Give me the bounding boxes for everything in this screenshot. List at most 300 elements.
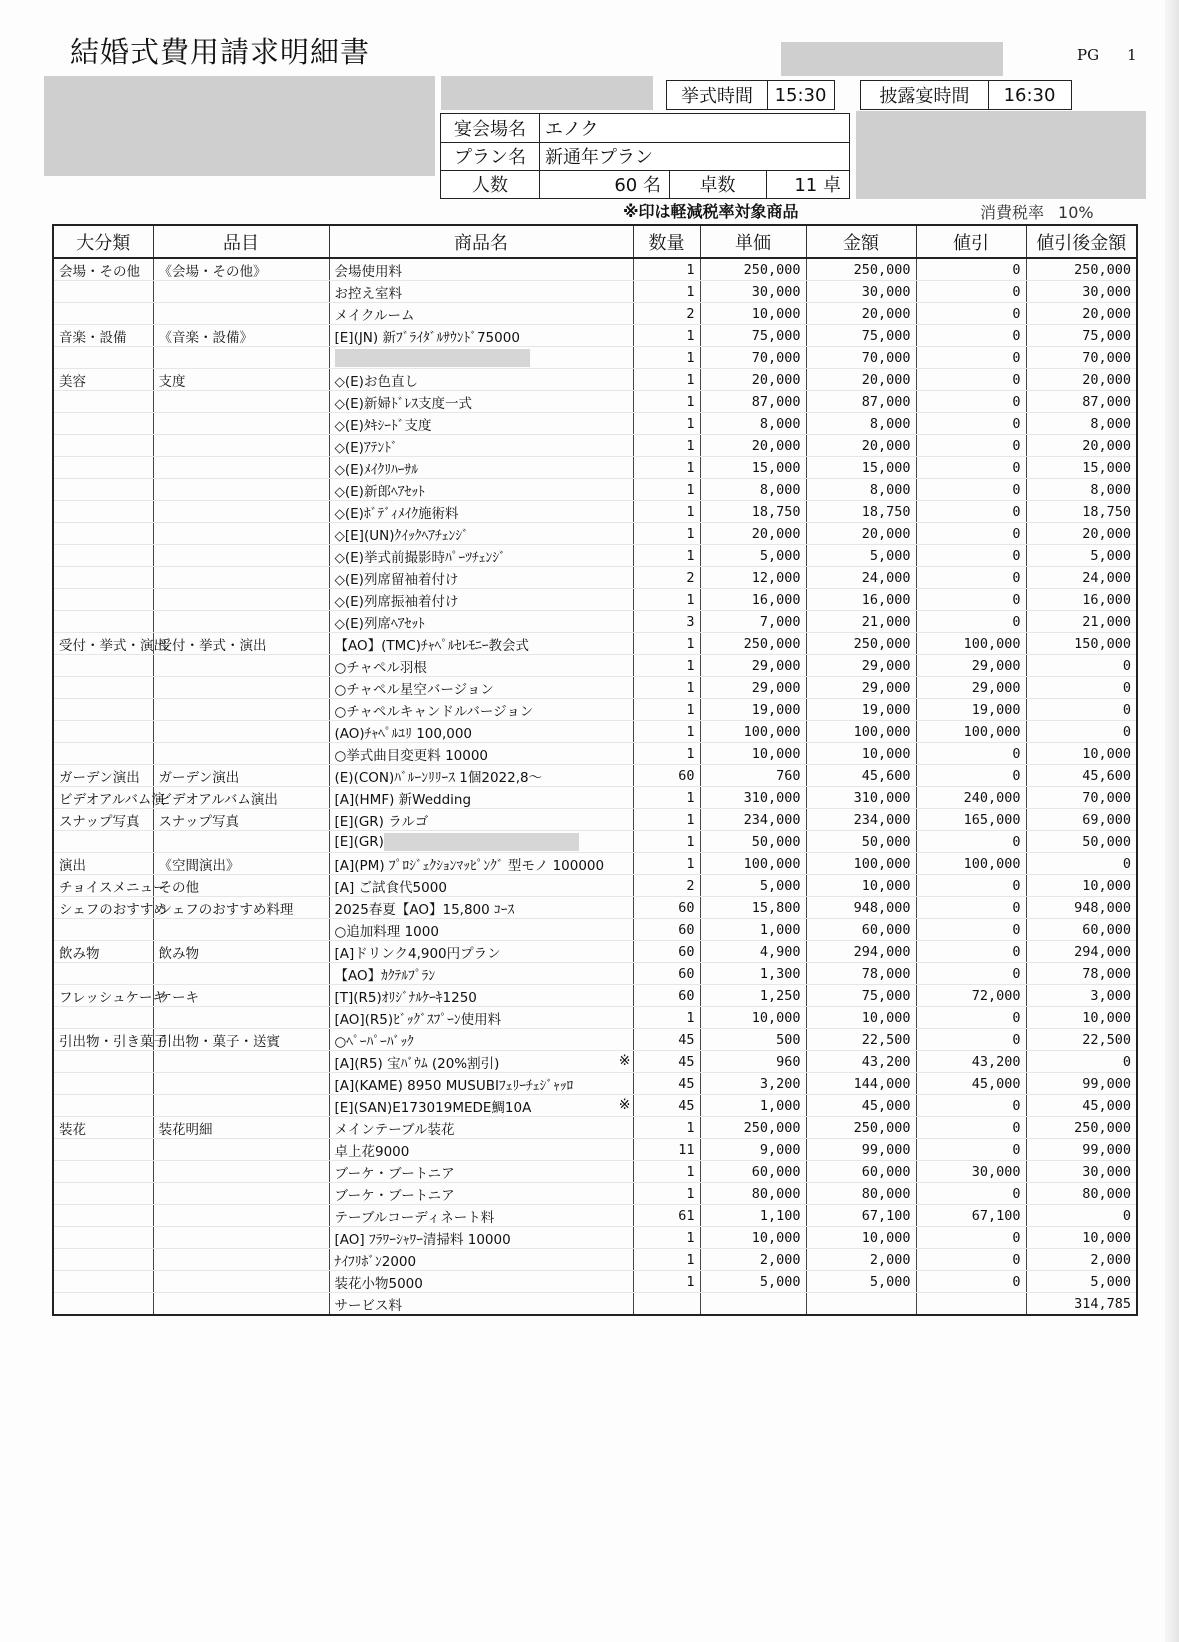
discount-cell (916, 677, 1026, 699)
net-amount-cell (1026, 985, 1137, 1007)
net-amount-cell (1026, 941, 1137, 963)
item-cell (153, 1205, 329, 1227)
category-cell (53, 545, 153, 567)
net-amount-cell-text: 2,000 (1090, 1251, 1131, 1268)
guests-label: 人数 (472, 175, 508, 196)
unit-price-cell (700, 787, 806, 809)
product-cell (329, 567, 633, 589)
tables-value: 11 卓 (794, 175, 841, 196)
net-amount-cell-text: 20,000 (1082, 371, 1131, 388)
amount-cell-text: 70,000 (861, 349, 911, 366)
net-amount-cell-text: 250,000 (1074, 261, 1131, 278)
category-cell (53, 1205, 153, 1227)
net-amount-cell (1026, 611, 1137, 633)
quantity-cell-text: 45 (678, 1075, 695, 1092)
net-amount-cell-text: 22,500 (1082, 1031, 1131, 1048)
product-cell (329, 391, 633, 413)
category-cell (53, 325, 153, 347)
net-amount-cell-text: 20,000 (1082, 525, 1131, 542)
category-cell (53, 721, 153, 743)
amount-cell-text: 8,000 (869, 481, 911, 498)
product-cell (329, 941, 633, 963)
product-cell-text: ﾅｲﾌﾘﾎﾞﾝ2000 (334, 1253, 417, 1270)
discount-cell-text: 0 (1012, 547, 1021, 564)
item-cell (153, 787, 329, 809)
quantity-cell-text: 60 (678, 767, 695, 784)
amount-cell (806, 611, 916, 633)
discount-cell-text: 0 (1012, 877, 1021, 894)
table-row (53, 589, 1137, 611)
unit-price-cell (700, 258, 806, 281)
amount-cell (806, 391, 916, 413)
product-cell (329, 1161, 633, 1183)
unit-price-cell-text: 250,000 (743, 1119, 801, 1136)
table-row (53, 633, 1137, 655)
item-cell-text: 装花明細 (158, 1121, 213, 1138)
product-cell-text: ◇(E)列席ﾍｱｾｯﾄ (334, 615, 425, 632)
product-cell (329, 919, 633, 941)
discount-cell (916, 545, 1026, 567)
discount-cell-text: 30,000 (971, 1163, 1021, 1180)
amount-cell-text: 10,000 (861, 1229, 911, 1246)
net-amount-cell-text: 948,000 (1074, 899, 1131, 916)
item-cell (153, 281, 329, 303)
amount-cell (806, 985, 916, 1007)
unit-price-cell (700, 1183, 806, 1205)
unit-price-cell-text: 760 (776, 767, 801, 784)
item-cell (153, 655, 329, 677)
product-cell (329, 479, 633, 501)
column-header: 値引 (916, 225, 1026, 258)
net-amount-cell-text: 250,000 (1074, 1119, 1131, 1136)
discount-cell-text: 0 (1012, 525, 1021, 542)
product-cell-text: ◇(E)ﾀｷｼｰﾄﾞ支度 (334, 417, 432, 434)
amount-cell (806, 479, 916, 501)
item-cell-text: ガーデン演出 (158, 769, 240, 786)
amount-cell-text: 294,000 (853, 943, 911, 960)
unit-price-cell-text: 20,000 (751, 525, 801, 542)
category-cell-text: 装花 (59, 1121, 86, 1138)
unit-price-cell (700, 391, 806, 413)
net-amount-cell (1026, 919, 1137, 941)
net-amount-cell-text: 0 (1122, 1207, 1131, 1224)
quantity-cell-text: 1 (686, 1251, 695, 1268)
net-amount-cell (1026, 1051, 1137, 1073)
discount-cell-text: 0 (1012, 327, 1021, 344)
quantity-cell-text: 61 (678, 1207, 695, 1224)
unit-price-cell (700, 765, 806, 787)
discount-cell (916, 258, 1026, 281)
amount-cell-text: 78,000 (861, 965, 911, 982)
unit-price-cell (700, 1161, 806, 1183)
quantity-cell (633, 1161, 700, 1183)
product-cell-text: 会場使用料 (334, 263, 402, 280)
quantity-cell (633, 413, 700, 435)
quantity-cell (633, 391, 700, 413)
category-cell (53, 1249, 153, 1271)
quantity-cell-text: 1 (686, 701, 695, 718)
discount-cell (916, 897, 1026, 919)
item-cell (153, 831, 329, 853)
item-cell (153, 479, 329, 501)
quantity-cell (633, 325, 700, 347)
unit-price-cell-text: 500 (776, 1031, 801, 1048)
quantity-cell-text: 1 (686, 393, 695, 410)
quantity-cell-text: 3 (686, 613, 695, 630)
quantity-cell (633, 1183, 700, 1205)
product-cell (329, 347, 633, 369)
product-cell-text: [E](GR) ラルゴ (334, 813, 429, 830)
discount-cell-text: 0 (1012, 261, 1021, 278)
discount-cell (916, 963, 1026, 985)
unit-price-cell (700, 831, 806, 853)
discount-cell (916, 1271, 1026, 1293)
quantity-cell (633, 1029, 700, 1051)
category-cell (53, 589, 153, 611)
unit-price-cell-text: 100,000 (743, 855, 801, 872)
discount-cell (916, 765, 1026, 787)
discount-cell (916, 1095, 1026, 1117)
amount-cell (806, 545, 916, 567)
product-cell-text: ◇(E)お色直し (334, 373, 418, 390)
amount-cell (806, 963, 916, 985)
unit-price-cell (700, 809, 806, 831)
product-cell-text: ○チャペル星空バージョン (334, 681, 494, 698)
product-cell (329, 677, 633, 699)
discount-cell (916, 1029, 1026, 1051)
net-amount-cell (1026, 1249, 1137, 1271)
product-cell-text: ブーケ・ブートニア (334, 1187, 455, 1204)
product-cell-text: ◇(E)ﾎﾞﾃﾞｨﾒｲｸ施術料 (334, 505, 459, 522)
amount-cell (806, 413, 916, 435)
category-cell (53, 391, 153, 413)
product-cell (329, 1095, 633, 1117)
table-row (53, 1117, 1137, 1139)
net-amount-cell (1026, 765, 1137, 787)
amount-cell (806, 281, 916, 303)
quantity-cell-text: 1 (686, 1163, 695, 1180)
category-cell (53, 743, 153, 765)
discount-cell-text: 0 (1012, 899, 1021, 916)
amount-cell-text: 19,000 (861, 701, 911, 718)
category-cell (53, 985, 167, 1007)
unit-price-cell (700, 501, 806, 523)
net-amount-cell-text: 150,000 (1074, 635, 1131, 652)
quantity-cell (633, 941, 700, 963)
net-amount-cell-text: 30,000 (1082, 1163, 1131, 1180)
net-amount-cell (1026, 545, 1137, 567)
unit-price-cell (700, 457, 806, 479)
discount-cell-text: 0 (1012, 503, 1021, 520)
discount-cell (916, 941, 1026, 963)
amount-cell (806, 1227, 916, 1249)
quantity-cell (633, 545, 700, 567)
quantity-cell-text: 1 (686, 525, 695, 542)
product-cell-text: ◇[E](UN)ｸｲｯｸﾍｱﾁｪﾝｼﾞ (334, 527, 469, 544)
discount-cell (916, 413, 1026, 435)
amount-cell (806, 1293, 916, 1316)
quantity-cell-text: 45 (678, 1097, 695, 1114)
net-amount-cell-text: 75,000 (1082, 327, 1131, 344)
discount-cell-text: 0 (1012, 921, 1021, 938)
reduced-tax-mark: ※ (618, 1097, 631, 1113)
unit-price-cell (700, 1073, 806, 1095)
item-cell-text: 《音楽・設備》 (158, 329, 253, 346)
product-cell (329, 831, 633, 853)
amount-cell-text: 15,000 (861, 459, 911, 476)
table-row (53, 391, 1137, 413)
category-cell (53, 1073, 153, 1095)
unit-price-cell-text: 10,000 (751, 1229, 801, 1246)
amount-cell-text: 5,000 (869, 547, 911, 564)
discount-cell (916, 1227, 1026, 1249)
discount-cell-text: 0 (1012, 1273, 1021, 1290)
product-cell (329, 1227, 633, 1249)
product-cell-text: [A](PM) ﾌﾟﾛｼﾞｪｸｼｮﾝﾏｯﾋﾟﾝｸﾞ 型モノ 100000 (334, 857, 605, 874)
quantity-cell (633, 567, 700, 589)
item-cell (153, 699, 329, 721)
amount-cell-text: 100,000 (853, 723, 911, 740)
discount-cell-text: 29,000 (971, 679, 1021, 696)
product-cell-text: [E](GR) (334, 833, 384, 850)
unit-price-cell (700, 325, 806, 347)
net-amount-cell-text: 5,000 (1090, 1273, 1131, 1290)
discount-cell (916, 655, 1026, 677)
category-cell (53, 413, 153, 435)
discount-cell (916, 1051, 1026, 1073)
quantity-cell-text: 1 (686, 811, 695, 828)
category-cell (53, 853, 153, 875)
item-cell (153, 919, 329, 941)
product-cell-text: [A](R5) 宝ﾊﾞｳﾑ (20%割引) (334, 1055, 500, 1072)
table-row (53, 1007, 1137, 1029)
unit-price-cell-text: 20,000 (751, 437, 801, 454)
discount-cell-text: 100,000 (963, 723, 1021, 740)
unit-price-cell-text: 12,000 (751, 569, 801, 586)
net-amount-cell (1026, 391, 1137, 413)
unit-price-cell (700, 281, 806, 303)
net-amount-cell (1026, 479, 1137, 501)
net-amount-cell-text: 8,000 (1090, 481, 1131, 498)
quantity-cell (633, 1051, 700, 1073)
category-cell (53, 435, 153, 457)
table-row (53, 1073, 1137, 1095)
unit-price-cell-text: 80,000 (751, 1185, 801, 1202)
category-cell (53, 1271, 153, 1293)
category-cell (53, 809, 153, 831)
product-cell-text: [A](HMF) 新Wedding (334, 791, 472, 808)
product-cell-text: [E](SAN)E173019MEDE鯛10A (334, 1099, 532, 1116)
amount-cell (806, 941, 916, 963)
column-header: 値引後金額 (1026, 225, 1137, 258)
item-cell (153, 501, 329, 523)
category-cell (53, 875, 167, 897)
table-row (53, 611, 1137, 633)
quantity-cell (633, 1271, 700, 1293)
product-cell (329, 963, 633, 985)
category-cell (53, 457, 153, 479)
unit-price-cell (700, 589, 806, 611)
amount-cell-text: 99,000 (861, 1141, 911, 1158)
unit-price-cell-text: 10,000 (751, 1009, 801, 1026)
quantity-cell (633, 479, 700, 501)
amount-cell (806, 765, 916, 787)
quantity-cell-text: 60 (678, 899, 695, 916)
amount-cell (806, 325, 916, 347)
net-amount-cell (1026, 1293, 1137, 1316)
discount-cell (916, 479, 1026, 501)
product-cell (329, 325, 633, 347)
category-cell (53, 1007, 153, 1029)
discount-cell (916, 435, 1026, 457)
amount-cell-text: 29,000 (861, 679, 911, 696)
unit-price-cell (700, 303, 806, 325)
amount-cell (806, 1117, 916, 1139)
table-row (53, 809, 1137, 831)
quantity-cell (633, 1227, 700, 1249)
item-cell (153, 765, 329, 787)
product-cell (329, 853, 633, 875)
net-amount-cell-text: 99,000 (1082, 1075, 1131, 1092)
unit-price-cell (700, 633, 806, 655)
quantity-cell (633, 1117, 700, 1139)
quantity-cell (633, 721, 700, 743)
unit-price-cell-text: 100,000 (743, 723, 801, 740)
tax-rate-value: 10% (1058, 203, 1094, 222)
unit-price-cell-text: 250,000 (743, 261, 801, 278)
discount-cell (916, 633, 1026, 655)
product-cell-text: ◇(E)新婦ﾄﾞﾚｽ支度一式 (334, 395, 472, 412)
discount-cell (916, 347, 1026, 369)
net-amount-cell-text: 69,000 (1082, 811, 1131, 828)
category-cell-text: 美容 (59, 373, 86, 390)
redacted-text (335, 349, 530, 367)
category-cell-text: 会場・その他 (59, 263, 140, 280)
amount-cell-text: 43,200 (861, 1053, 911, 1070)
plan-value: 新通年プラン (545, 147, 653, 168)
ceremony-time-box (666, 80, 835, 110)
category-cell-text: ビデオアルバム演 (59, 791, 165, 808)
product-cell (329, 589, 633, 611)
net-amount-cell-text: 20,000 (1082, 437, 1131, 454)
category-cell (53, 1183, 153, 1205)
table-row (53, 853, 1137, 875)
category-cell (53, 1139, 153, 1161)
product-cell (329, 1117, 633, 1139)
product-cell-text: [T](R5)ｵﾘｼﾞﾅﾙｹｰｷ1250 (334, 989, 477, 1006)
column-header: 金額 (806, 225, 916, 258)
table-row (53, 457, 1137, 479)
quantity-cell-text: 1 (686, 547, 695, 564)
page-label: PG (1077, 46, 1100, 64)
category-cell (53, 1161, 153, 1183)
category-cell-text: 引出物・引き菓子 (59, 1033, 167, 1050)
item-cell (153, 589, 329, 611)
net-amount-cell (1026, 1183, 1137, 1205)
product-cell-text: テーブルコーディネート料 (334, 1209, 495, 1226)
quantity-cell-text: 1 (686, 833, 695, 850)
product-cell (329, 501, 633, 523)
quantity-cell-text: 1 (686, 657, 695, 674)
item-cell (153, 258, 329, 281)
discount-cell-text: 100,000 (963, 635, 1021, 652)
net-amount-cell-text: 18,750 (1082, 503, 1131, 520)
quantity-cell (633, 1095, 700, 1117)
quantity-cell-text: 1 (686, 459, 695, 476)
amount-cell-text: 60,000 (861, 921, 911, 938)
amount-cell-text: 10,000 (861, 877, 911, 894)
net-amount-cell (1026, 1095, 1137, 1117)
product-cell (329, 1029, 633, 1051)
redacted-block (44, 76, 435, 176)
amount-cell (806, 457, 916, 479)
product-cell (329, 809, 633, 831)
net-amount-cell-text: 80,000 (1082, 1185, 1131, 1202)
redacted-block (781, 42, 1003, 76)
amount-cell (806, 589, 916, 611)
discount-cell (916, 919, 1026, 941)
net-amount-cell-text: 3,000 (1090, 987, 1131, 1004)
item-cell (153, 1095, 329, 1117)
item-cell (153, 303, 329, 325)
category-cell (53, 677, 153, 699)
redacted-block (441, 76, 653, 110)
table-row (53, 985, 1137, 1007)
quantity-cell (633, 369, 700, 391)
unit-price-cell-text: 75,000 (751, 327, 801, 344)
table-row (53, 1249, 1137, 1271)
quantity-cell (633, 765, 700, 787)
net-amount-cell-text: 21,000 (1082, 613, 1131, 630)
amount-cell-text: 310,000 (853, 789, 911, 806)
discount-cell (916, 985, 1026, 1007)
net-amount-cell-text: 10,000 (1082, 745, 1131, 762)
item-cell (153, 853, 329, 875)
amount-cell (806, 435, 916, 457)
item-cell (153, 391, 329, 413)
unit-price-cell (700, 963, 806, 985)
item-cell-text: 《空間演出》 (158, 857, 240, 874)
discount-cell (916, 1249, 1026, 1271)
item-cell (153, 1007, 329, 1029)
product-cell-text: メイクルーム (334, 307, 415, 324)
net-amount-cell-text: 15,000 (1082, 459, 1131, 476)
quantity-cell-text: 1 (686, 591, 695, 608)
quantity-cell-text: 1 (686, 745, 695, 762)
amount-cell-text: 22,500 (861, 1031, 911, 1048)
item-cell (153, 809, 329, 831)
net-amount-cell (1026, 875, 1137, 897)
page-value: 1 (1127, 46, 1137, 64)
category-cell-text: 飲み物 (59, 945, 100, 962)
discount-cell-text: 0 (1012, 1185, 1021, 1202)
unit-price-cell-text: 2,000 (759, 1251, 801, 1268)
discount-cell (916, 1293, 1026, 1316)
tax-rate-label: 消費税率 (980, 203, 1045, 222)
category-cell (53, 1051, 153, 1073)
amount-cell-text: 234,000 (853, 811, 911, 828)
discount-cell-text: 0 (1012, 1119, 1021, 1136)
amount-cell-text: 29,000 (861, 657, 911, 674)
amount-cell-text: 50,000 (861, 833, 911, 850)
discount-cell (916, 281, 1026, 303)
reception-time-label: 披露宴時間 (879, 86, 970, 107)
amount-cell-text: 30,000 (861, 283, 911, 300)
product-cell (329, 1293, 633, 1316)
item-cell (153, 1249, 329, 1271)
category-cell (53, 919, 153, 941)
item-cell (153, 1271, 329, 1293)
